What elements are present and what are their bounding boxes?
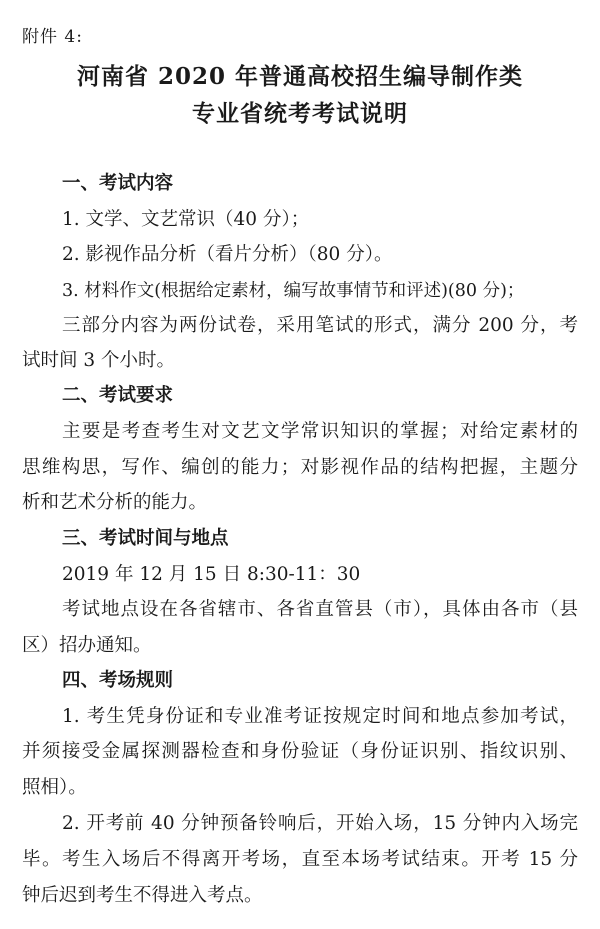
exam-place-line2: 区）招办通知。 (22, 635, 152, 656)
section-heading-exam-rules: 四、考场规则 (62, 670, 174, 691)
exam-rule-2-line1: 2. 开考前 40 分钟预备铃响后，开始入场，15 分钟内入场完 (62, 813, 578, 834)
section-heading-time-and-place: 三、考试时间与地点 (62, 528, 229, 549)
exam-rule-2-line3: 钟后迟到考生不得进入考点。 (22, 885, 263, 906)
attachment-label: 附件 4: (22, 27, 83, 47)
exam-content-paragraph-line2: 试时间 3 个小时。 (22, 350, 176, 371)
exam-rule-1-line1: 1. 考生凭身份证和专业准考证按规定时间和地点参加考试， (62, 706, 578, 727)
exam-rule-2-line2: 毕。考生入场后不得离开考场，直至本场考试结束。开考 15 分 (22, 849, 578, 870)
exam-requirements-line1: 主要是考查考生对文艺文学常识知识的掌握；对给定素材的 (62, 421, 578, 442)
document-title-line1: 河南省 2020 年普通高校招生编导制作类 (76, 63, 524, 90)
exam-rule-1-line2: 并须接受金属探测器检查和身份验证（身份证识别、指纹识别、 (22, 741, 578, 762)
exam-time: 2019 年 12 月 15 日 8:30-11：30 (62, 564, 361, 585)
section-heading-exam-requirements: 二、考试要求 (62, 385, 174, 406)
exam-content-item-2: 2. 影视作品分析（看片分析）（80 分）。 (62, 244, 393, 265)
document-title-line2: 专业省统考考试说明 (192, 100, 408, 127)
exam-requirements-line2: 思维构思，写作、编创的能力；对影视作品的结构把握，主题分 (22, 457, 578, 478)
exam-content-paragraph-line1: 三部分内容为两份试卷，采用笔试的形式，满分 200 分，考 (62, 315, 578, 336)
exam-place-line1: 考试地点设在各省辖市、各省直管县（市），具体由各市（县 (62, 599, 578, 620)
exam-content-item-3: 3. 材料作文(根据给定素材，编写故事情节和评述)(80 分)； (62, 281, 525, 301)
exam-requirements-line3: 析和艺术分析的能力。 (22, 492, 208, 513)
exam-content-item-1: 1. 文学、文艺常识（40 分）； (62, 209, 310, 230)
exam-rule-1-line3: 照相）。 (22, 777, 87, 798)
section-heading-exam-content: 一、考试内容 (62, 173, 174, 194)
